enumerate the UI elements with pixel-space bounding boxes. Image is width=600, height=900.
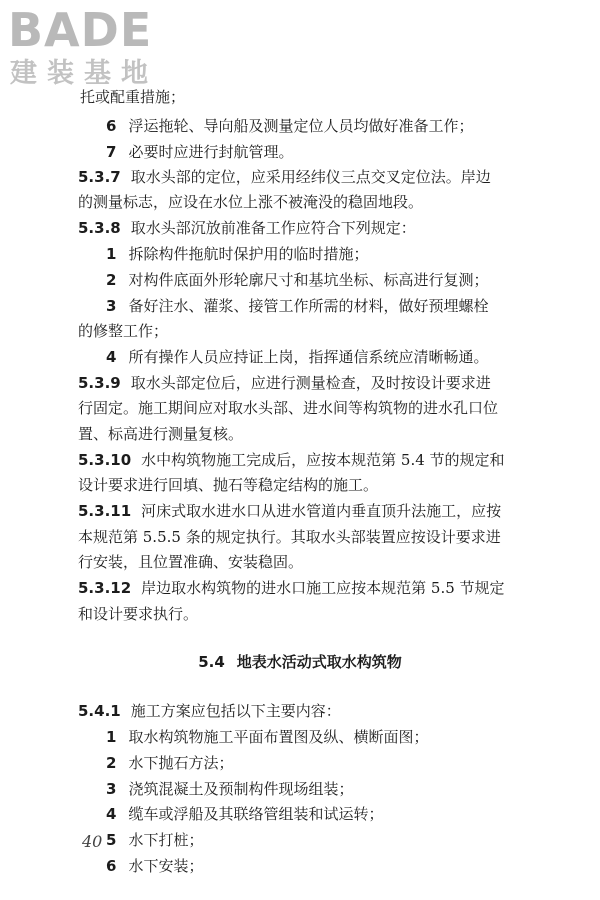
text-line: 置、标高进行测量复核。 <box>78 425 244 443</box>
bade-logo <box>4 2 184 94</box>
clause-line: 5.3.10 水中构筑物施工完成后，应按本规范第 5.4 节的规定和 <box>78 451 505 469</box>
logo-brand: BADE <box>8 3 153 57</box>
logo-subtitle: 建装基地 <box>10 58 158 89</box>
text-line: 本规范第 5.5.5 条的规定执行。其取水头部装置应按设计要求进 <box>78 528 501 546</box>
clause-line: 5.3.12 岸边取水构筑物的进水口施工应按本规范第 5.5 节规定 <box>78 579 505 597</box>
clause-line: 5.3.8 取水头部沉放前准备工作应符合下列规定： <box>78 219 416 237</box>
clause-line: 5.3.7 取水头部的定位，应采用经纬仪三点交叉定位法。岸边 <box>78 168 491 186</box>
list-item: 6 浮运拖轮、导向船及测量定位人员均做好准备工作； <box>106 117 474 135</box>
text-line: 行安装，且位置准确、安装稳固。 <box>78 553 304 571</box>
text-line: 托或配重措施； <box>80 88 186 106</box>
list-item: 4 缆车或浮船及其联络管组装和试运转； <box>106 805 384 823</box>
clause-line: 5.3.11 河床式取水进水口从进水管道内垂直顶升法施工，应按 <box>78 502 502 520</box>
page-number: 40 <box>82 832 103 851</box>
text-line: 行固定。施工期间应对取水头部、进水间等构筑物的进水孔口位 <box>78 399 499 417</box>
clause-line: 5.4.1 施工方案应包括以下主要内容： <box>78 702 341 720</box>
list-item: 1 取水构筑物施工平面布置图及纵、横断面图； <box>106 728 429 746</box>
list-item: 2 对构件底面外形轮廓尺寸和基坑坐标、标高进行复测； <box>106 271 489 289</box>
clause-line: 5.3.9 取水头部定位后，应进行测量检查，及时按设计要求进 <box>78 374 491 392</box>
list-item: 7 必要时应进行封航管理。 <box>106 143 294 161</box>
text-line: 和设计要求执行。 <box>78 605 199 623</box>
list-item: 3 备好注水、灌浆、接管工作所需的材料，做好预埋螺栓 <box>106 297 489 315</box>
list-item: 3 浇筑混凝土及预制构件现场组装； <box>106 780 354 798</box>
list-item: 4 所有操作人员应持证上岗，指挥通信系统应清晰畅通。 <box>106 348 489 366</box>
section-heading: 5.4 地表水活动式取水构筑物 <box>198 653 402 671</box>
list-item: 2 水下抛石方法； <box>106 754 234 772</box>
text-line: 设计要求进行回填、抛石等稳定结构的施工。 <box>78 476 379 494</box>
list-item: 5 水下打桩； <box>106 831 204 849</box>
list-item: 1 拆除构件拖航时保护用的临时措施； <box>106 245 369 263</box>
text-line: 的修整工作； <box>78 322 169 340</box>
text-line: 的测量标志，应设在水位上涨不被淹没的稳固地段。 <box>78 193 424 211</box>
list-item: 6 水下安装； <box>106 857 204 875</box>
